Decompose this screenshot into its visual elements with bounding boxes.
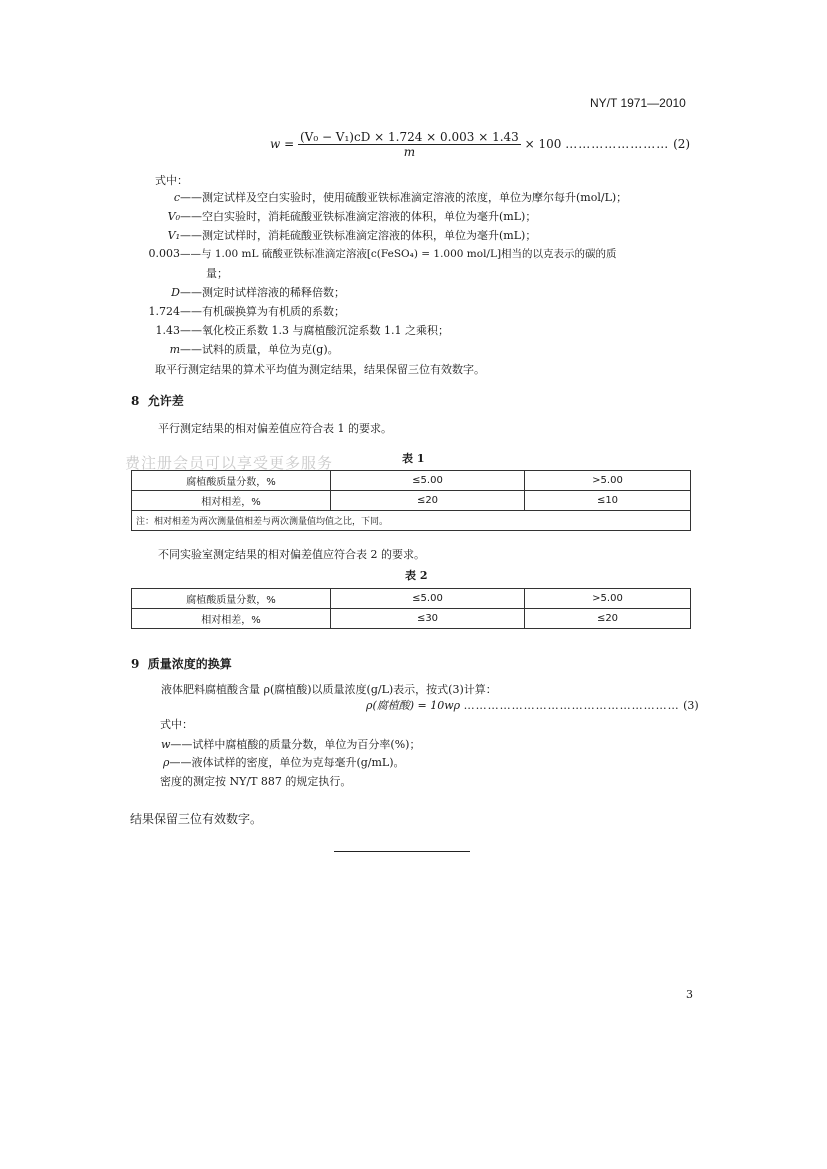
table-cell: ≤20 — [525, 609, 691, 629]
table-cell: ≤30 — [331, 609, 525, 629]
definition-item: V₁——测定试样时，消耗硫酸亚铁标准滴定溶液的体积，单位为毫升(mL)； — [167, 229, 537, 242]
section-9-where-label: 式中： — [160, 718, 193, 731]
formula-3-number: (3) — [683, 699, 699, 712]
where-label: 式中： — [155, 174, 188, 187]
formula-3-leader: ……………………………………………… — [463, 699, 680, 712]
definitions-list — [144, 189, 694, 360]
table-cell: 腐植酸质量分数，% — [132, 471, 331, 491]
table-row — [132, 609, 691, 629]
formula-3 — [366, 697, 699, 713]
definition-item: V₀——空白实验时，消耗硫酸亚铁标准滴定溶液的体积，单位为毫升(mL)； — [167, 210, 537, 223]
definition-item: 0.003——与 1.00 mL 硫酸亚铁标准滴定溶液[c(FeSO₄) = 1.000 mol/L]相当的以克表示的碳的质 — [148, 247, 617, 260]
table-1 — [131, 470, 691, 531]
definition-item: c——测定试样及空白实验时，使用硫酸亚铁标准滴定溶液的浓度，单位为摩尔每升(mol/L)； — [173, 191, 628, 204]
formula-lhs: w = — [270, 137, 295, 151]
definition-item: D——测定时试样溶液的稀释倍数； — [171, 286, 345, 299]
table-cell: >5.00 — [525, 471, 691, 491]
definition-item: m——试料的质量，单位为克(g)。 — [169, 343, 339, 356]
section-9-heading: 9 质量浓度的换算 — [131, 657, 232, 671]
section-8-paragraph-2: 不同实验室测定结果的相对偏差值应符合表 2 的要求。 — [158, 548, 425, 561]
formula-rhs: × 100 — [524, 137, 562, 151]
formula-number: (2) — [673, 137, 691, 151]
table-2-caption: 表 2 — [405, 569, 428, 582]
table-note: 注：相对相差为两次测量值相差与两次测量值均值之比，下同。 — [132, 511, 691, 531]
definition-item: ρ——液体试样的密度，单位为克每毫升(g/mL)。 — [163, 756, 405, 769]
standard-code: NY/T 1971—2010 — [590, 96, 686, 110]
formula-fraction — [298, 130, 521, 159]
table-row — [132, 589, 691, 609]
table-cell: ≤10 — [525, 491, 691, 511]
page-number: 3 — [686, 988, 693, 1001]
formula-3-expression: ρ(腐植酸) = 10wρ — [366, 699, 461, 712]
definition-item: w——试样中腐植酸的质量分数，单位为百分率(%)； — [161, 738, 421, 751]
formula-leader: …………………… — [565, 137, 670, 151]
formula-numerator: (V₀ − V₁)cD × 1.724 × 0.003 × 1.43 — [299, 130, 519, 144]
table-2 — [131, 588, 691, 629]
result-note: 取平行测定结果的算术平均值为测定结果，结果保留三位有效数字。 — [155, 363, 485, 376]
table-cell: ≤20 — [331, 491, 525, 511]
table-1-caption: 表 1 — [402, 452, 425, 465]
formula-2 — [270, 130, 690, 159]
table-cell: 相对相差，% — [132, 491, 331, 511]
definition-item: 1.724——有机碳换算为有机质的系数； — [148, 305, 345, 318]
table-cell: 相对相差，% — [132, 609, 331, 629]
final-note: 结果保留三位有效数字。 — [130, 812, 263, 826]
density-note: 密度的测定按 NY/T 887 的规定执行。 — [160, 775, 352, 788]
table-row — [132, 491, 691, 511]
section-8-paragraph: 平行测定结果的相对偏差值应符合表 1 的要求。 — [158, 422, 392, 435]
definition-item: 量； — [206, 267, 228, 280]
section-8-heading: 8 允许差 — [131, 394, 184, 408]
table-cell: >5.00 — [525, 589, 691, 609]
table-row — [132, 471, 691, 491]
section-9-paragraph: 液体肥料腐植酸含量 ρ(腐植酸)以质量浓度(g/L)表示，按式(3)计算： — [161, 683, 497, 696]
table-cell: ≤5.00 — [331, 589, 525, 609]
definition-item: 1.43——氧化校正系数 1.3 与腐植酸沉淀系数 1.1 之乘积； — [155, 324, 449, 337]
table-cell: 腐植酸质量分数，% — [132, 589, 331, 609]
end-rule — [334, 851, 470, 852]
table-cell: ≤5.00 — [331, 471, 525, 491]
table-row — [132, 511, 691, 531]
watermark: 费注册会员可以享受更多服务 — [125, 454, 334, 472]
formula-denominator: m — [403, 145, 416, 159]
